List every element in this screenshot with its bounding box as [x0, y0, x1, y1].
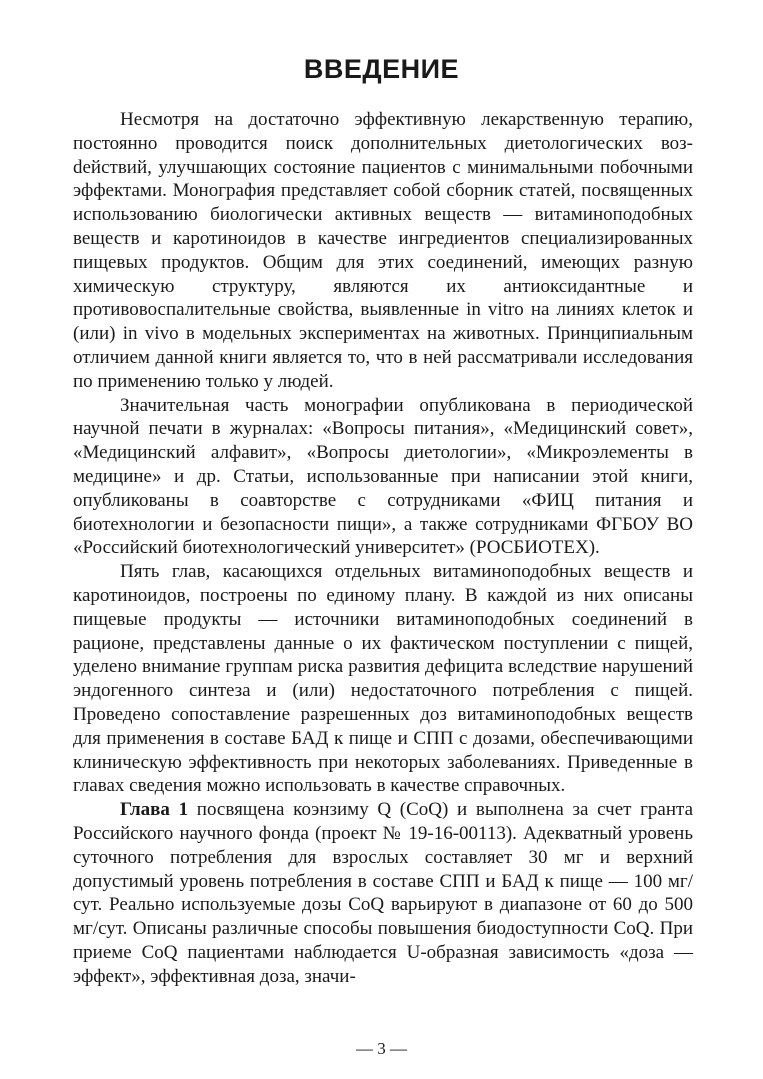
- paragraph-chapters: Пять глав, касающихся отдельных витаминоподобных веществ и каротиноидов, построены по единому плану. В каждой из них описаны пищевые продукты — источники витаминоподобных соединений в рационе, представлены данные о их фактическом поступлении с пищей, уделено внимание группам риска развития дефицита вследствие нарушений эндогенного синтеза и (или) недостаточного потребления с пищей. Проведено сопоставление разрешенных доз витаминоподобных веществ для применения в составе БАД к пище и СПП с дозами, обеспечивающими клиническую эффективность при некоторых заболеваниях. Приведенные в главах сведения можно использовать в качестве справочных.: [73, 561, 693, 797]
- paragraph-intro: Несмотря на достаточно эффективную лекарственную терапию, постоянно проводится поиск дополнительных диетологических возdействий, улучшающих состояние пациентов с минимальными побочными эффектами. Монография представляет собой сборник статей, посвященных использованию биологически активных веществ — витаминоподобных веществ и каротиноидов в качестве ингредиентов специализированных пищевых продуктов. Общим для этих соединений, имеющих разную химическую структуру, являются их антиоксидантные и противовоспалительные свойства, выявленные in vitro на линиях клеток и (или) in vivo в модельных экспериментах на животных. Принципиальным отличием данной книги является то, что в ней рассматривали исследования по применению только у людей.: [73, 109, 693, 392]
- paragraph-chapter-1: [73, 798, 693, 988]
- chapter-1-label: Глава 1: [120, 799, 189, 821]
- page-number: — 3 —: [356, 1039, 407, 1058]
- chapter-1-text: посвящена коэнзиму Q (CoQ) и выполнена за счет гранта Российского научного фонда (проект № 19-16-00113). Адекватный уровень суточного потребления для взрослых составляет 30 мг и верхний допустимый уровень потребления в составе СПП и БАД к пище — 100 мг/сут. Реально используемые дозы CoQ варьируют в диапазоне от 60 до 500 мг/сут. Описаны различные способы повышения биодоступности CoQ. При приеме CoQ пациентами наблюдается U-образная зависимость «доза — эффект», эффективная доза, значи-: [73, 799, 694, 987]
- page-title: ВВЕДЕНИЕ: [303, 54, 460, 84]
- body-text: [73, 108, 693, 988]
- paragraph-publications: Значительная часть монографии опубликована в периодической научной печати в журналах: «Вопросы питания», «Медицинский совет», «Медицинский алфавит», «Вопросы диетологии», «Микроэлементы в медицине» и др. Статьи, использованные при написании этой книги, опубликованы в соавторстве с сотрудниками «ФИЦ питания и биотехнологии и безопасности пищи», а также сотрудниками ФГБОУ ВО «Российский биотехнологический университет» (РОСБИОТЕХ).: [73, 394, 693, 559]
